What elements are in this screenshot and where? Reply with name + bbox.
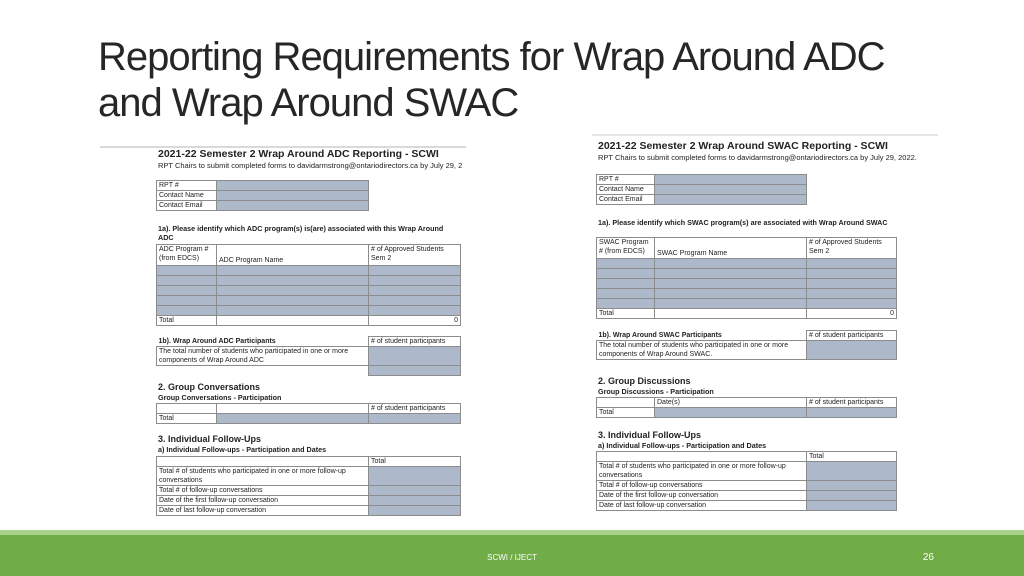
input-cell[interactable] bbox=[157, 296, 217, 306]
slide-title-line2: and Wrap Around SWAC bbox=[98, 81, 519, 125]
swac-contact-table bbox=[596, 174, 807, 205]
adc-participants-table bbox=[156, 336, 461, 376]
adc-form bbox=[154, 148, 466, 522]
input-cell[interactable] bbox=[807, 269, 897, 279]
swac-heading: 2021-22 Semester 2 Wrap Around SWAC Reporting - SCWI bbox=[598, 140, 888, 152]
slide-title bbox=[98, 34, 958, 126]
contact-label: RPT # bbox=[157, 181, 217, 191]
input-cell[interactable] bbox=[369, 266, 461, 276]
input-cell[interactable] bbox=[807, 462, 897, 481]
swac-program-table bbox=[596, 237, 897, 319]
swac-q1b-text: The total number of students who participated in one or more components of Wrap Around SWAC. bbox=[597, 341, 807, 360]
input-cell[interactable] bbox=[369, 414, 461, 424]
table-row bbox=[597, 259, 897, 269]
table-row bbox=[157, 191, 369, 201]
row-label: Date of last follow-up conversation bbox=[157, 506, 369, 516]
adc-heading: 2021-22 Semester 2 Wrap Around ADC Reporting - SCWI bbox=[158, 148, 439, 160]
separator-rule-right bbox=[592, 134, 938, 136]
input-cell[interactable] bbox=[217, 296, 369, 306]
col-header: SWAC Program Name bbox=[655, 238, 807, 259]
table-row bbox=[597, 408, 897, 418]
empty-cell bbox=[217, 316, 369, 326]
col-header: ADC Program Name bbox=[217, 245, 369, 266]
input-cell[interactable] bbox=[597, 289, 655, 299]
table-row bbox=[157, 486, 461, 496]
table-row bbox=[157, 181, 369, 191]
col-header: # of Approved Students Sem 2 bbox=[369, 245, 461, 266]
swac-subheading: RPT Chairs to submit completed forms to davidarmstrong@ontariodirectors.ca by July 29, 2022. bbox=[598, 153, 917, 162]
input-cell[interactable] bbox=[655, 175, 807, 185]
input-cell[interactable] bbox=[655, 408, 807, 418]
contact-label: Contact Name bbox=[597, 185, 655, 195]
input-cell[interactable] bbox=[217, 181, 369, 191]
contact-label: Contact Name bbox=[157, 191, 217, 201]
table-row bbox=[597, 238, 897, 259]
table-row bbox=[157, 276, 461, 286]
empty-cell bbox=[157, 404, 217, 414]
footer-text: SCWI / IJECT bbox=[487, 553, 537, 562]
empty-cell bbox=[597, 452, 807, 462]
input-cell[interactable] bbox=[807, 481, 897, 491]
input-cell[interactable] bbox=[217, 286, 369, 296]
col-header: SWAC Program # (from EDCS) bbox=[597, 238, 655, 259]
table-row bbox=[597, 175, 807, 185]
input-cell[interactable] bbox=[807, 299, 897, 309]
row-label: Total # of follow-up conversations bbox=[157, 486, 369, 496]
table-row bbox=[157, 316, 461, 326]
empty-cell bbox=[217, 404, 369, 414]
empty-cell bbox=[157, 457, 369, 467]
adc-followup-table bbox=[156, 456, 461, 516]
input-cell[interactable] bbox=[807, 259, 897, 269]
adc-program-table bbox=[156, 244, 461, 326]
adc-group-table bbox=[156, 403, 461, 424]
col-header: Total bbox=[807, 452, 897, 462]
table-row bbox=[157, 306, 461, 316]
row-label: Total # of follow-up conversations bbox=[597, 481, 807, 491]
table-row bbox=[597, 269, 897, 279]
input-cell[interactable] bbox=[655, 299, 807, 309]
input-cell[interactable] bbox=[369, 286, 461, 296]
table-row bbox=[157, 457, 461, 467]
adc-section2: 2. Group Conversations bbox=[158, 382, 261, 392]
input-cell[interactable] bbox=[807, 408, 897, 418]
total-label: Total bbox=[597, 408, 655, 418]
col-header: ADC Program # (from EDCS) bbox=[157, 245, 217, 266]
input-cell[interactable] bbox=[655, 185, 807, 195]
contact-label: Contact Email bbox=[157, 201, 217, 211]
input-cell[interactable] bbox=[369, 467, 461, 486]
table-row bbox=[597, 452, 897, 462]
input-cell[interactable] bbox=[369, 276, 461, 286]
table-row bbox=[597, 331, 897, 341]
adc-section2-sub: Group Conversations - Participation bbox=[158, 393, 282, 402]
input-cell[interactable] bbox=[655, 269, 807, 279]
input-cell[interactable] bbox=[655, 279, 807, 289]
input-cell[interactable] bbox=[217, 266, 369, 276]
input-cell[interactable] bbox=[655, 195, 807, 205]
input-cell[interactable] bbox=[369, 347, 461, 366]
table-row bbox=[157, 366, 461, 376]
total-label: Total bbox=[597, 309, 655, 319]
input-cell[interactable] bbox=[597, 279, 655, 289]
col-header: # of student participants bbox=[369, 404, 461, 414]
table-row bbox=[157, 286, 461, 296]
table-row bbox=[597, 398, 897, 408]
adc-section3-sub: a) Individual Follow-ups - Participation and Dates bbox=[158, 445, 327, 454]
empty-cell bbox=[655, 309, 807, 319]
input-cell[interactable] bbox=[217, 414, 369, 424]
table-row bbox=[157, 245, 461, 266]
input-cell[interactable] bbox=[369, 486, 461, 496]
table-row bbox=[157, 266, 461, 276]
table-row bbox=[157, 201, 369, 211]
total-value: 0 bbox=[369, 316, 461, 326]
table-row bbox=[597, 501, 897, 511]
empty-cell bbox=[157, 366, 369, 376]
input-cell[interactable] bbox=[597, 259, 655, 269]
row-label: Date of the first follow-up conversation bbox=[157, 496, 369, 506]
table-row bbox=[597, 299, 897, 309]
input-cell[interactable] bbox=[369, 296, 461, 306]
input-cell[interactable] bbox=[369, 366, 461, 376]
page-number: 26 bbox=[922, 552, 934, 563]
col-header: Total bbox=[369, 457, 461, 467]
contact-label: Contact Email bbox=[597, 195, 655, 205]
col-header: # of Approved Students Sem 2 bbox=[807, 238, 897, 259]
swac-participants-table bbox=[596, 330, 897, 360]
swac-q1a: 1a). Please identify which SWAC program(s) are associated with Wrap Around SWAC bbox=[598, 218, 888, 227]
adc-q1b-text: The total number of students who participated in one or more components of Wrap Around ADC bbox=[157, 347, 369, 366]
col-header: # of student participants bbox=[369, 337, 461, 347]
input-cell[interactable] bbox=[157, 286, 217, 296]
table-row bbox=[597, 185, 807, 195]
input-cell[interactable] bbox=[217, 191, 369, 201]
table-row bbox=[157, 404, 461, 414]
swac-section2-sub: Group Discussions - Participation bbox=[598, 387, 714, 396]
adc-section3: 3. Individual Follow-Ups bbox=[158, 434, 262, 444]
adc-subheading: RPT Chairs to submit completed forms to davidarmstrong@ontariodirectors.ca by July 29, 2 bbox=[158, 161, 463, 170]
input-cell[interactable] bbox=[217, 201, 369, 211]
table-row bbox=[597, 195, 807, 205]
swac-group-table bbox=[596, 397, 897, 418]
adc-q1a: 1a). Please identify which ADC program(s) is(are) associated with this Wrap Around ADC bbox=[158, 224, 444, 242]
table-row bbox=[157, 337, 461, 347]
total-label: Total bbox=[157, 414, 217, 424]
input-cell[interactable] bbox=[655, 259, 807, 269]
input-cell[interactable] bbox=[369, 506, 461, 516]
table-row bbox=[157, 506, 461, 516]
input-cell[interactable] bbox=[807, 279, 897, 289]
input-cell[interactable] bbox=[807, 289, 897, 299]
table-row bbox=[157, 467, 461, 486]
footer-bar bbox=[0, 530, 1024, 576]
swac-section2: 2. Group Discussions bbox=[598, 376, 691, 386]
row-label: Total # of students who participated in one or more follow-up conversations bbox=[597, 462, 807, 481]
total-value: 0 bbox=[807, 309, 897, 319]
input-cell[interactable] bbox=[807, 341, 897, 360]
table-row bbox=[157, 496, 461, 506]
input-cell[interactable] bbox=[369, 496, 461, 506]
input-cell[interactable] bbox=[217, 306, 369, 316]
empty-cell bbox=[597, 398, 655, 408]
swac-section3-sub: a) Individual Follow-ups - Participation and Dates bbox=[598, 441, 767, 450]
table-row bbox=[597, 491, 897, 501]
input-cell[interactable] bbox=[217, 276, 369, 286]
swac-q1b: 1b). Wrap Around SWAC Participants bbox=[597, 331, 807, 341]
swac-followup-table bbox=[596, 451, 897, 511]
row-label: Date of last follow-up conversation bbox=[597, 501, 807, 511]
table-row bbox=[597, 462, 897, 481]
contact-label: RPT # bbox=[597, 175, 655, 185]
input-cell[interactable] bbox=[157, 306, 217, 316]
slide-title-line1: Reporting Requirements for Wrap Around ADC bbox=[98, 35, 885, 79]
table-row bbox=[597, 279, 897, 289]
input-cell[interactable] bbox=[807, 501, 897, 511]
table-row bbox=[597, 309, 897, 319]
input-cell[interactable] bbox=[369, 306, 461, 316]
total-label: Total bbox=[157, 316, 217, 326]
swac-form bbox=[594, 140, 940, 516]
col-header: # of student participants bbox=[807, 398, 897, 408]
table-row bbox=[597, 289, 897, 299]
adc-q1b: 1b). Wrap Around ADC Participants bbox=[157, 337, 369, 347]
col-header: Date(s) bbox=[655, 398, 807, 408]
swac-section3: 3. Individual Follow-Ups bbox=[598, 430, 702, 440]
input-cell[interactable] bbox=[655, 289, 807, 299]
input-cell[interactable] bbox=[157, 266, 217, 276]
input-cell[interactable] bbox=[597, 269, 655, 279]
footer-accent bbox=[0, 530, 1024, 535]
row-label: Date of the first follow-up conversation bbox=[597, 491, 807, 501]
table-row bbox=[597, 481, 897, 491]
input-cell[interactable] bbox=[807, 491, 897, 501]
row-label: Total # of students who participated in one or more follow-up conversations bbox=[157, 467, 369, 486]
input-cell[interactable] bbox=[597, 299, 655, 309]
col-header: # of student participants bbox=[807, 331, 897, 341]
input-cell[interactable] bbox=[157, 276, 217, 286]
adc-contact-table bbox=[156, 180, 369, 211]
table-row bbox=[157, 347, 461, 366]
table-row bbox=[597, 341, 897, 360]
table-row bbox=[157, 296, 461, 306]
table-row bbox=[157, 414, 461, 424]
